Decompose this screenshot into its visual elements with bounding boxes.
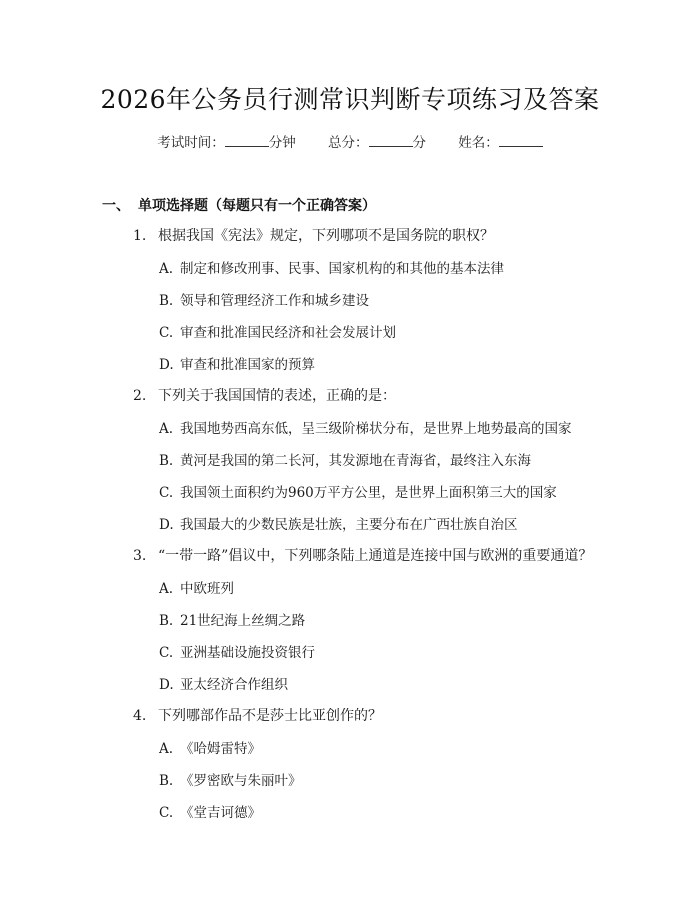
question-4-option-c	[159, 801, 261, 821]
option-letter: B.	[159, 453, 174, 469]
question-2	[133, 385, 396, 405]
option-text: 我国地势西高东低，呈三级阶梯状分布，是世界上地势最高的国家	[180, 421, 572, 437]
option-text: 领导和管理经济工作和城乡建设	[180, 293, 369, 309]
option-text: 亚洲基础设施投资银行	[180, 645, 315, 661]
option-text: 《罗密欧与朱丽叶》	[180, 773, 302, 789]
option-letter: D.	[159, 677, 174, 693]
question-number: 1.	[133, 228, 147, 244]
question-3-option-d	[159, 673, 288, 693]
question-3-option-c	[159, 641, 315, 661]
option-letter: B.	[159, 773, 174, 789]
question-4-option-b	[159, 769, 302, 789]
question-number: 3.	[133, 548, 147, 564]
question-text: 根据我国《宪法》规定，下列哪项不是国务院的职权？	[158, 228, 494, 244]
question-2-option-b	[159, 449, 531, 469]
question-2-option-a	[159, 417, 572, 437]
option-text: 审查和批准国家的预算	[180, 357, 315, 373]
option-text: 《哈姆雷特》	[180, 741, 261, 757]
option-text: 亚太经济合作组织	[180, 677, 288, 693]
option-letter: A.	[159, 741, 174, 757]
option-text: 中欧班列	[180, 581, 234, 597]
question-number: 4.	[133, 708, 147, 724]
option-letter: D.	[159, 357, 174, 373]
total-score-label: 总分：	[328, 135, 369, 151]
option-letter: A.	[159, 261, 174, 277]
question-1-option-b	[159, 289, 369, 309]
name-label: 姓名：	[458, 135, 499, 151]
option-letter: C.	[159, 805, 174, 821]
section-heading	[102, 195, 376, 215]
question-3-option-a	[159, 577, 234, 597]
section-number: 一、	[102, 198, 130, 214]
option-text: 21世纪海上丝绸之路	[180, 613, 306, 629]
option-text: 制定和修改刑事、民事、国家机构的和其他的基本法律	[180, 261, 504, 277]
question-4	[133, 705, 382, 725]
question-1-option-a	[159, 257, 504, 277]
question-number: 2.	[133, 388, 147, 404]
option-letter: C.	[159, 645, 174, 661]
exam-time-unit: 分钟	[268, 135, 296, 151]
question-text: 下列关于我国国情的表述，正确的是：	[158, 388, 396, 404]
question-1	[133, 225, 494, 245]
option-letter: B.	[159, 613, 174, 629]
option-letter: A.	[159, 421, 174, 437]
question-3	[133, 545, 592, 565]
option-text: 我国领土面积约为960万平方公里，是世界上面积第三大的国家	[180, 485, 557, 501]
document-title: 2026年公务员行测常识判断专项练习及答案	[100, 85, 600, 114]
option-text: 《堂吉诃德》	[180, 805, 261, 821]
question-3-option-b	[159, 609, 305, 629]
option-letter: B.	[159, 293, 174, 309]
total-score-unit: 分	[412, 135, 426, 151]
option-letter: C.	[159, 485, 174, 501]
option-letter: C.	[159, 325, 174, 341]
option-letter: A.	[159, 581, 174, 597]
question-1-option-c	[159, 321, 396, 341]
question-2-option-d	[159, 513, 518, 533]
exam-info-line	[0, 131, 700, 151]
question-1-option-d	[159, 353, 315, 373]
section-title: 单项选择题（每题只有一个正确答案）	[138, 198, 376, 214]
question-4-option-a	[159, 737, 261, 757]
total-score-blank	[369, 134, 413, 147]
question-2-option-c	[159, 481, 557, 501]
option-text: 我国最大的少数民族是壮族，主要分布在广西壮族自治区	[180, 517, 518, 533]
exam-time-blank	[225, 134, 269, 147]
exam-time-label: 考试时间：	[157, 135, 225, 151]
option-text: 黄河是我国的第二长河，其发源地在青海省，最终注入东海	[180, 453, 531, 469]
name-blank	[499, 134, 543, 147]
total-score-field	[328, 131, 426, 151]
question-text: “一带一路”倡议中，下列哪条陆上通道是连接中国与欧洲的重要通道？	[158, 548, 593, 564]
question-text: 下列哪部作品不是莎士比亚创作的？	[158, 708, 382, 724]
option-text: 审查和批准国民经济和社会发展计划	[180, 325, 396, 341]
name-field	[458, 131, 543, 151]
option-letter: D.	[159, 517, 174, 533]
exam-time-field	[157, 131, 296, 151]
